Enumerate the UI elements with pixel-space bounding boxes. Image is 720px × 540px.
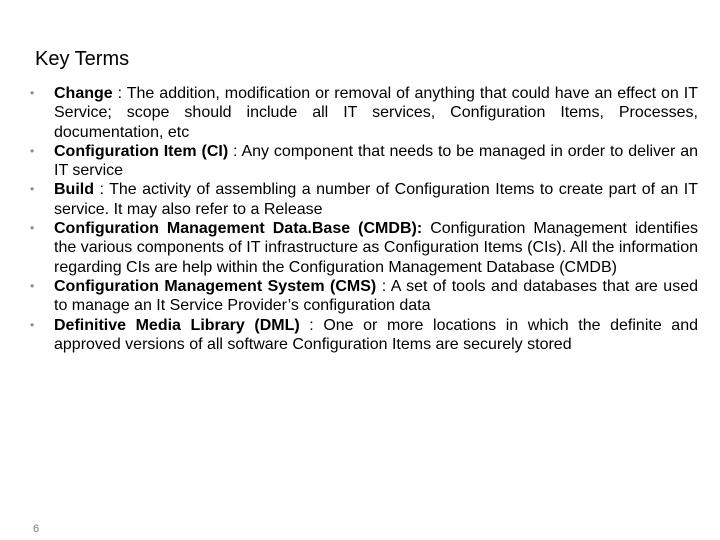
term-definition: : The activity of assembling a number of Configuration Items to create part of an IT service. It may also refer to a Release bbox=[54, 181, 698, 218]
term-name: Build bbox=[54, 181, 94, 199]
slide-title: Key Terms bbox=[35, 48, 130, 70]
term-definition: : The addition, modification or removal of anything that could have an effect on IT Service; scope should include all IT services, Configuration Items, Processes, documentation, etc bbox=[54, 85, 698, 141]
term-definition: : Any component that needs to be managed in order to deliver an IT service bbox=[54, 142, 699, 180]
term-name: Configuration Management System (CMS) bbox=[54, 277, 377, 295]
term-text bbox=[54, 316, 698, 355]
term-definition: : A set of tools and databases that are used to manage an It Service Provider’s configuration data bbox=[54, 277, 699, 315]
bullet-icon: • bbox=[30, 143, 35, 158]
bullet-icon: • bbox=[30, 278, 35, 293]
bullet-icon: • bbox=[30, 86, 35, 100]
term-text bbox=[54, 142, 698, 181]
list-item bbox=[30, 180, 698, 219]
list-item bbox=[30, 277, 698, 316]
list-item bbox=[30, 142, 698, 181]
bullet-icon: • bbox=[30, 221, 35, 236]
key-terms-list bbox=[30, 84, 698, 354]
term-definition: : One or more locations in which the definite and approved versions of all software Configuration Items are securely stored bbox=[54, 316, 699, 353]
bullet-icon: • bbox=[30, 182, 35, 197]
term-name: Change bbox=[54, 85, 113, 102]
list-item bbox=[30, 316, 698, 355]
term-name: Definitive Media Library (DML) bbox=[54, 316, 300, 334]
list-item bbox=[30, 219, 698, 277]
page-number: 6 bbox=[33, 523, 40, 535]
term-text bbox=[54, 84, 698, 142]
term-text bbox=[54, 277, 698, 316]
list-item bbox=[30, 84, 698, 142]
term-definition: Configuration Management identifies the various components of IT infrastructure as Configuration Items (CIs). All the information regarding CIs are help within the Configuration Management Database (CMDB) bbox=[54, 220, 698, 276]
term-text bbox=[54, 219, 698, 277]
term-name: Configuration Management Data.Base (CMDB): bbox=[54, 220, 423, 238]
bullet-icon: • bbox=[30, 317, 35, 332]
term-text bbox=[54, 180, 698, 219]
term-name: Configuration Item (CI) bbox=[54, 142, 229, 160]
